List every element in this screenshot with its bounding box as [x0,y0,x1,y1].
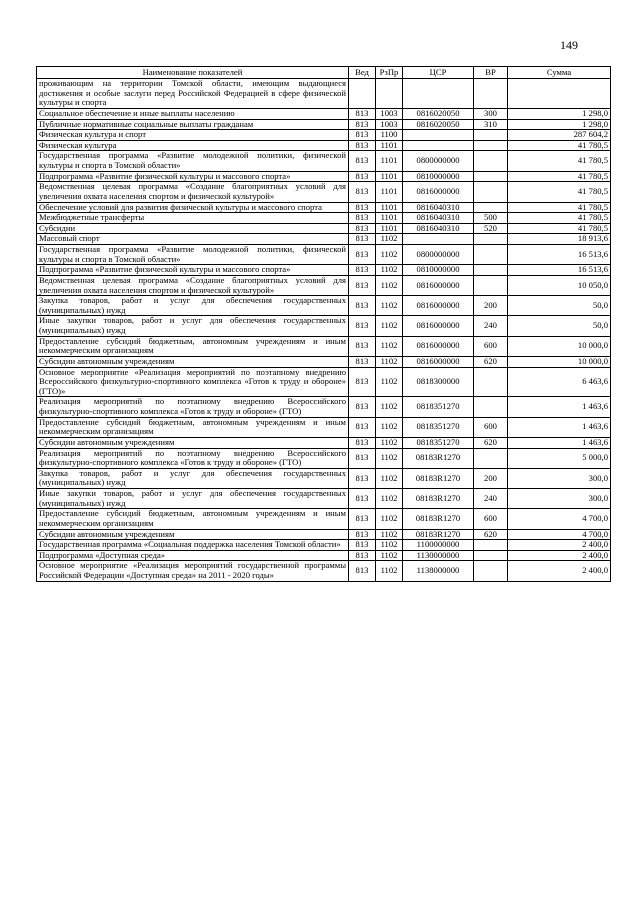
row-rzpr: 1101 [376,171,403,182]
row-name: Предоставление субсидий бюджетным, автономным учреждениям и иным некоммерческим организациям [37,509,349,529]
row-name: Ведомственная целевая программа «Создание благоприятных условий для увеличения охвата населения спортом и физической культурой» [37,182,349,202]
row-ved: 813 [349,417,376,437]
row-rzpr: 1102 [376,540,403,551]
row-sum: 1 298,0 [508,119,611,130]
row-vr [474,234,508,245]
table-row [37,448,611,468]
row-ved: 813 [349,561,376,581]
row-vr: 240 [474,316,508,336]
row-sum: 41 780,5 [508,171,611,182]
table-row [37,234,611,245]
row-csr: 1100000000 [403,540,474,551]
row-rzpr: 1101 [376,213,403,224]
row-ved: 813 [349,509,376,529]
row-vr: 620 [474,356,508,367]
row-ved: 813 [349,151,376,171]
row-sum: 2 400,0 [508,561,611,581]
row-name: Подпрограмма «Доступная среда» [37,550,349,561]
row-sum: 1 463,6 [508,437,611,448]
row-csr: 0816000000 [403,275,474,295]
row-ved: 813 [349,202,376,213]
row-sum: 10 000,0 [508,336,611,356]
row-rzpr: 1102 [376,529,403,540]
row-ved: 813 [349,119,376,130]
row-vr: 600 [474,336,508,356]
row-sum: 41 780,5 [508,202,611,213]
page-number: 149 [560,38,578,52]
row-rzpr: 1102 [376,509,403,529]
table-header-row [37,67,611,79]
table-row [37,130,611,141]
row-rzpr: 1101 [376,140,403,151]
row-vr: 200 [474,468,508,488]
row-vr: 600 [474,417,508,437]
row-vr: 620 [474,437,508,448]
row-csr [403,79,474,109]
budget-table [36,66,611,582]
row-vr: 200 [474,296,508,316]
row-sum: 287 604,2 [508,130,611,141]
row-sum: 4 700,0 [508,509,611,529]
row-csr: 1138000000 [403,561,474,581]
row-name: Физическая культура [37,140,349,151]
row-name: проживающим на территории Томской области, имеющим выдающиеся достижения и особые заслуги перед Российской Федерацией в сфере физической культуры и спорта [37,79,349,109]
row-sum: 41 780,5 [508,223,611,234]
row-name: Субсидии [37,223,349,234]
row-rzpr: 1101 [376,151,403,171]
row-rzpr: 1102 [376,397,403,417]
row-vr [474,151,508,171]
row-ved: 813 [349,367,376,397]
row-rzpr: 1102 [376,265,403,276]
row-vr [474,265,508,276]
row-ved: 813 [349,529,376,540]
row-csr: 08183R1270 [403,509,474,529]
table-row [37,397,611,417]
row-sum: 41 780,5 [508,182,611,202]
row-ved: 813 [349,265,376,276]
row-rzpr: 1101 [376,202,403,213]
table-row [37,213,611,224]
row-ved: 813 [349,489,376,509]
row-sum: 41 780,5 [508,140,611,151]
row-vr [474,561,508,581]
row-rzpr: 1102 [376,561,403,581]
header-vr: ВР [474,67,508,79]
row-ved [349,79,376,109]
row-csr: 08183R1270 [403,529,474,540]
table-row [37,119,611,130]
row-ved: 813 [349,245,376,265]
table-row [37,417,611,437]
row-rzpr: 1102 [376,245,403,265]
row-sum [508,79,611,109]
table-row [37,356,611,367]
row-rzpr: 1102 [376,489,403,509]
row-name: Публичные нормативные социальные выплаты гражданам [37,119,349,130]
row-name: Иные закупки товаров, работ и услуг для обеспечения государственных (муниципальных) нужд [37,489,349,509]
table-row [37,202,611,213]
table-row [37,182,611,202]
table-row [37,151,611,171]
row-ved: 813 [349,130,376,141]
row-ved: 813 [349,108,376,119]
row-name: Государственная программа «Развитие молодежной политики, физической культуры и спорта в Томской области» [37,245,349,265]
table-row [37,171,611,182]
row-rzpr: 1100 [376,130,403,141]
row-csr: 0816000000 [403,182,474,202]
header-name: Наименование показателей [37,67,349,79]
row-vr [474,245,508,265]
row-rzpr: 1102 [376,437,403,448]
row-ved: 813 [349,223,376,234]
row-vr [474,275,508,295]
row-csr: 0800000000 [403,245,474,265]
row-rzpr: 1003 [376,108,403,119]
table-row [37,296,611,316]
row-ved: 813 [349,397,376,417]
row-name: Государственная программа «Социальная поддержка населения Томской области» [37,540,349,551]
row-rzpr: 1102 [376,275,403,295]
row-rzpr: 1102 [376,336,403,356]
row-ved: 813 [349,275,376,295]
row-rzpr: 1102 [376,367,403,397]
row-sum: 41 780,5 [508,151,611,171]
row-csr: 0816000000 [403,316,474,336]
row-sum: 2 400,0 [508,540,611,551]
row-vr [474,171,508,182]
table-row [37,550,611,561]
row-vr [474,540,508,551]
table-row [37,275,611,295]
row-name: Подпрограмма «Развитие физической культуры и массового спорта» [37,171,349,182]
row-csr: 0818351270 [403,437,474,448]
row-csr: 0816020050 [403,108,474,119]
row-ved: 813 [349,468,376,488]
row-sum: 16 513,6 [508,245,611,265]
row-sum: 2 400,0 [508,550,611,561]
row-csr [403,130,474,141]
header-rzpr: РзПр [376,67,403,79]
row-name: Ведомственная целевая программа «Создание благоприятных условий для увеличения охвата населения спортом и физической культурой» [37,275,349,295]
row-name: Обеспечение условий для развития физической культуры и массового спорта [37,202,349,213]
row-rzpr: 1102 [376,356,403,367]
row-rzpr: 1102 [376,316,403,336]
row-rzpr: 1102 [376,234,403,245]
table-row [37,108,611,119]
row-csr [403,234,474,245]
row-name: Закупка товаров, работ и услуг для обеспечения государственных (муниципальных) нужд [37,468,349,488]
row-name: Закупка товаров, работ и услуг для обеспечения государственных (муниципальных) нужд [37,296,349,316]
row-ved: 813 [349,140,376,151]
table-row [37,140,611,151]
row-vr [474,202,508,213]
row-name: Массовый спорт [37,234,349,245]
row-ved: 813 [349,316,376,336]
row-sum: 41 780,5 [508,213,611,224]
row-rzpr: 1102 [376,550,403,561]
row-csr: 08183R1270 [403,468,474,488]
table-row [37,316,611,336]
row-csr: 0818300000 [403,367,474,397]
row-vr: 300 [474,108,508,119]
row-vr [474,140,508,151]
row-vr: 500 [474,213,508,224]
table-row [37,79,611,109]
row-csr: 0816040310 [403,223,474,234]
row-csr: 0818351270 [403,417,474,437]
table-row [37,489,611,509]
row-name: Реализация мероприятий по поэтапному внедрению Всероссийского физкультурно-спортивного комплекса «Готов к труду и обороне» (ГТО) [37,448,349,468]
row-rzpr: 1003 [376,119,403,130]
row-name: Предоставление субсидий бюджетным, автономным учреждениям и иным некоммерческим организациям [37,417,349,437]
row-rzpr: 1101 [376,223,403,234]
row-ved: 813 [349,356,376,367]
header-ved: Вед [349,67,376,79]
row-name: Социальное обеспечение и иные выплаты населению [37,108,349,119]
row-sum: 10 000,0 [508,356,611,367]
table-row [37,367,611,397]
header-csr: ЦСР [403,67,474,79]
row-rzpr [376,79,403,109]
row-vr: 620 [474,529,508,540]
table-row [37,540,611,551]
row-sum: 300,0 [508,489,611,509]
table-row [37,561,611,581]
row-rzpr: 1102 [376,468,403,488]
row-vr [474,397,508,417]
row-rzpr: 1102 [376,448,403,468]
row-sum: 10 050,0 [508,275,611,295]
row-name: Основное мероприятие «Реализация мероприятий по поэтапному внедрению Всероссийского физкультурно-спортивного комплекса «Готов к труду и обороне» (ГТО)» [37,367,349,397]
row-vr [474,182,508,202]
row-csr: 0818351270 [403,397,474,417]
table-row [37,336,611,356]
row-csr: 0816000000 [403,296,474,316]
row-name: Субсидии автономным учреждениям [37,356,349,367]
row-sum: 50,0 [508,316,611,336]
row-csr: 1130000000 [403,550,474,561]
row-sum: 16 513,6 [508,265,611,276]
row-ved: 813 [349,182,376,202]
row-name: Субсидии автономным учреждениям [37,529,349,540]
row-ved: 813 [349,540,376,551]
row-name: Подпрограмма «Развитие физической культуры и массового спорта» [37,265,349,276]
row-name: Государственная программа «Развитие молодежной политики, физической культуры и спорта в Томской области» [37,151,349,171]
row-csr: 0800000000 [403,151,474,171]
row-csr [403,140,474,151]
header-sum: Сумма [508,67,611,79]
row-csr: 0816000000 [403,336,474,356]
row-csr: 08183R1270 [403,448,474,468]
row-csr: 0816020050 [403,119,474,130]
row-name: Реализация мероприятий по поэтапному внедрению Всероссийского физкультурно-спортивного комплекса «Готов к труду и обороне» (ГТО) [37,397,349,417]
row-vr [474,367,508,397]
row-ved: 813 [349,171,376,182]
row-csr: 0816040310 [403,202,474,213]
row-ved: 813 [349,336,376,356]
table-row [37,245,611,265]
row-name: Иные закупки товаров, работ и услуг для обеспечения государственных (муниципальных) нужд [37,316,349,336]
row-rzpr: 1101 [376,182,403,202]
row-csr: 0816000000 [403,356,474,367]
row-ved: 813 [349,448,376,468]
row-ved: 813 [349,213,376,224]
row-ved: 813 [349,437,376,448]
row-csr: 0816040310 [403,213,474,224]
row-ved: 813 [349,296,376,316]
row-vr: 310 [474,119,508,130]
row-vr [474,79,508,109]
row-name: Межбюджетные трансферты [37,213,349,224]
table-row [37,509,611,529]
row-vr: 600 [474,509,508,529]
row-ved: 813 [349,234,376,245]
row-sum: 6 463,6 [508,367,611,397]
row-rzpr: 1102 [376,417,403,437]
row-sum: 1 463,6 [508,397,611,417]
row-ved: 813 [349,550,376,561]
table-row [37,529,611,540]
row-vr [474,550,508,561]
table-row [37,468,611,488]
row-sum: 18 913,6 [508,234,611,245]
row-name: Субсидии автономным учреждениям [37,437,349,448]
row-vr: 520 [474,223,508,234]
table-row [37,265,611,276]
row-sum: 50,0 [508,296,611,316]
row-name: Предоставление субсидий бюджетным, автономным учреждениям и иным некоммерческим организациям [37,336,349,356]
table-row [37,437,611,448]
row-vr [474,130,508,141]
row-sum: 1 298,0 [508,108,611,119]
row-sum: 1 463,6 [508,417,611,437]
row-vr: 240 [474,489,508,509]
row-sum: 4 700,0 [508,529,611,540]
table-row [37,223,611,234]
row-vr [474,448,508,468]
row-csr: 0810000000 [403,171,474,182]
row-sum: 300,0 [508,468,611,488]
row-sum: 5 000,0 [508,448,611,468]
row-name: Основное мероприятие «Реализация мероприятий государственной программы Российской Федерации «Доступная среда» на 2011 - 2020 годы» [37,561,349,581]
row-rzpr: 1102 [376,296,403,316]
row-name: Физическая культура и спорт [37,130,349,141]
row-csr: 08183R1270 [403,489,474,509]
row-csr: 0810000000 [403,265,474,276]
